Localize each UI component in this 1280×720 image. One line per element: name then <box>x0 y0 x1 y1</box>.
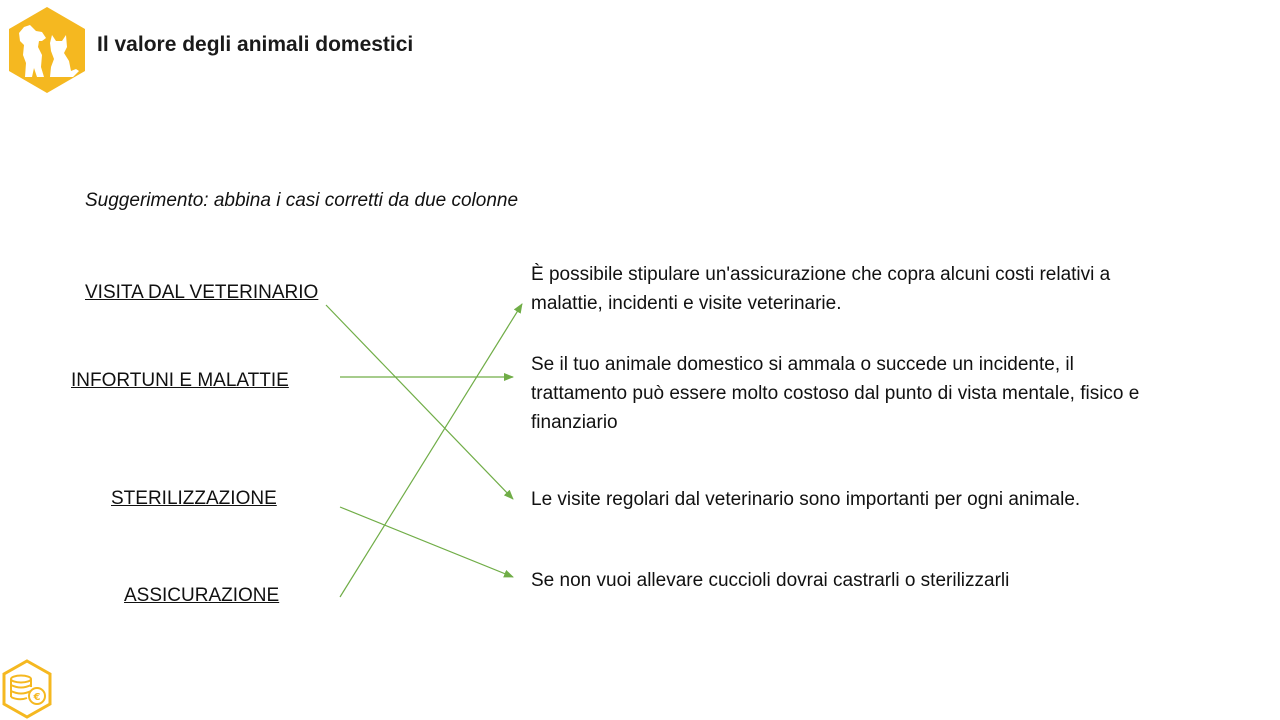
left-item-injuries-illness[interactable]: INFORTUNI E MALATTIE <box>71 370 289 391</box>
dog-cat-icon <box>6 5 88 95</box>
instruction-text: Suggerimento: abbina i casi corretti da due colonne <box>85 190 519 211</box>
right-item-insurance-text[interactable]: È possibile stipulare un'assicurazione che copra alcuni costi relativi a malattie, incidenti e visite veterinarie. <box>531 264 1111 314</box>
right-item-vet-visits-text[interactable]: Le visite regolari dal veterinario sono importanti per ogni animale. <box>531 489 1081 510</box>
right-item-treatment-text[interactable]: Se il tuo animale domestico si ammala o succede un incidente, il trattamento può essere molto costoso dal punto di vista mentale, fisico e finanziario <box>531 354 1140 433</box>
arrow-sterilization <box>340 507 513 577</box>
left-item-vet-visit[interactable]: VISITA DAL VETERINARIO <box>85 282 319 303</box>
right-item-sterilize-text[interactable]: Se non vuoi allevare cuccioli dovrai castrarli o sterilizzarli <box>531 570 1010 591</box>
svg-text:€: € <box>33 692 41 703</box>
arrow-insurance <box>340 304 522 597</box>
coins-euro-icon <box>1 659 53 719</box>
arrow-vet-visit <box>326 305 513 499</box>
left-item-sterilization[interactable]: STERILIZZAZIONE <box>111 488 277 509</box>
left-item-insurance[interactable]: ASSICURAZIONE <box>124 585 280 606</box>
page-title: Il valore degli animali domestici <box>97 33 414 56</box>
